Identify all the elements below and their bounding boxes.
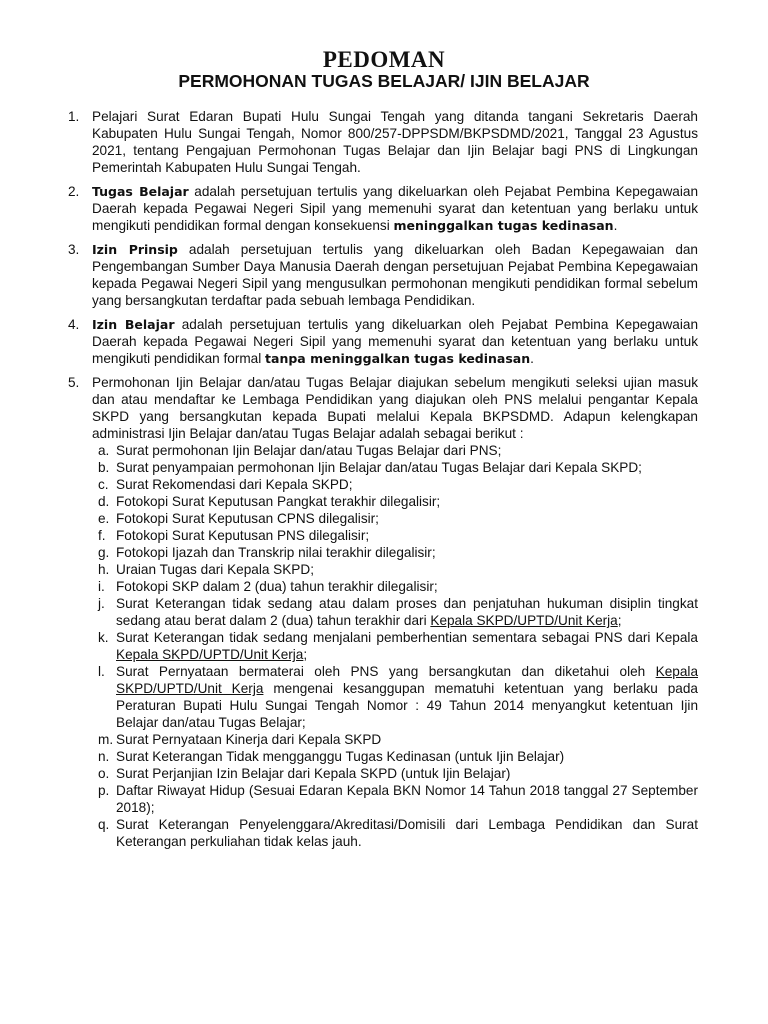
item-text: Izin Prinsip adalah persetujuan tertulis yang dikeluarkan oleh Badan Kepegawaian dan Pengembangan Sumber Daya Manusia Daerah dengan persetujuan Pejabat Pembina Kepegawaian kepada Pegawai Negeri Sipil yang mengusulkan permohonan mengikuti pendidikan formal sebelum yang bersangkutan terdaftar pada sebuah lembaga Pendidikan.	[92, 242, 698, 308]
document-title: PEDOMAN	[322, 47, 446, 72]
item-number: 2.	[68, 184, 80, 199]
item-text: Pelajari Surat Edaran Bupati Hulu Sungai Tengah yang ditanda tangani Sekretaris Daerah Kabupaten Hulu Sungai Tengah, Nomor 800/257-DPPSDM/BKPSDMD/2021, Tanggal 23 Agustus 2021, tentang Pengajuan Permohonan Tugas Belajar dan Ijin Belajar bagi PNS di Lingkungan Pemerintah Kabupaten Hulu Sungai Tengah.	[92, 109, 698, 175]
requirement-text: Surat Perjanjian Izin Belajar dari Kepala SKPD (untuk Ijin Belajar)	[116, 766, 511, 781]
numbered-list	[68, 108, 698, 857]
item-letter: l.	[98, 664, 105, 679]
item-letter: m.	[98, 732, 114, 747]
requirement-text: Surat Keterangan tidak sedang menjalani pemberhentian sementara sebagai PNS dari Kepala Kepala SKPD/UPTD/Unit Kerja;	[116, 630, 698, 662]
requirement-item	[92, 578, 698, 595]
item-letter: n.	[98, 749, 110, 764]
requirement-text: Surat Keterangan Penyelenggara/Akreditasi/Domisili dari Lembaga Pendidikan dan Surat Keterangan perkuliahan tidak kelas jauh.	[116, 817, 698, 849]
item-letter: p.	[98, 783, 110, 798]
requirement-text: Surat Rekomendasi dari Kepala SKPD;	[116, 477, 353, 492]
item-letter: a.	[98, 443, 110, 458]
requirement-text: Surat penyampaian permohonan Ijin Belajar dan/atau Tugas Belajar dari Kepala SKPD;	[116, 460, 642, 475]
requirement-item	[92, 544, 698, 561]
term-bold: Tugas Belajar	[92, 184, 189, 199]
item-text: Izin Belajar adalah persetujuan tertulis yang dikeluarkan oleh Pejabat Pembina Kepegawaian Daerah kepada Pegawai Negeri Sipil yang memenuhi syarat dan ketentuan yang berlaku untuk mengikuti pendidikan formal tanpa meninggalkan tugas kedinasan.	[92, 317, 699, 366]
requirement-text: Surat Keterangan Tidak mengganggu Tugas Kedinasan (untuk Ijin Belajar)	[116, 749, 565, 764]
requirements-list	[92, 442, 698, 850]
requirement-item	[92, 561, 698, 578]
requirement-text: Fotokopi Surat Keputusan CPNS dilegalisir;	[116, 511, 379, 526]
requirement-item	[92, 765, 698, 782]
requirement-text: Fotokopi SKP dalam 2 (dua) tahun terakhir dilegalisir;	[116, 579, 438, 594]
requirement-item	[92, 510, 698, 527]
list-item	[68, 241, 698, 309]
list-item	[68, 183, 698, 234]
requirement-item	[92, 748, 698, 765]
item-number: 1.	[68, 109, 80, 124]
requirement-item	[92, 527, 698, 544]
list-item	[68, 374, 698, 850]
item-letter: o.	[98, 766, 110, 781]
item-letter: d.	[98, 494, 110, 509]
requirement-text: Surat Pernyataan bermaterai oleh PNS yang bersangkutan dan diketahui oleh Kepala SKPD/UPTD/Unit Kerja mengenai kesanggupan mematuhi ketentuan yang berlaku pada Peraturan Bupati Hulu Sungai Tengah Nomor : 49 Tahun 2014 menyangkut ketentuan Ijin Belajar dan/atau Tugas Belajar;	[116, 664, 698, 730]
term-bold: Izin Belajar	[92, 317, 175, 332]
requirement-text: Fotokopi Ijazah dan Transkrip nilai terakhir dilegalisir;	[116, 545, 436, 560]
requirement-item	[92, 493, 698, 510]
requirement-item	[92, 476, 698, 493]
unit-kerja-link[interactable]: Kepala SKPD/UPTD/Unit Kerja	[116, 664, 698, 696]
item-letter: c.	[98, 477, 109, 492]
item-letter: h.	[98, 562, 110, 577]
unit-kerja-link[interactable]: Kepala SKPD/UPTD/Unit Kerja	[430, 613, 618, 628]
emphasis-bold: tanpa meninggalkan tugas kedinasan	[265, 351, 531, 366]
item-letter: i.	[98, 579, 105, 594]
item-letter: g.	[98, 545, 110, 560]
requirement-text: Fotokopi Surat Keputusan Pangkat terakhir dilegalisir;	[116, 494, 441, 509]
item-number: 4.	[68, 317, 80, 332]
unit-kerja-link[interactable]: Kepala SKPD/UPTD/Unit Kerja	[116, 647, 304, 662]
requirement-item	[92, 663, 698, 731]
item-text: Permohonan Ijin Belajar dan/atau Tugas Belajar diajukan sebelum mengikuti seleksi ujian masuk dan atau mendaftar ke Lembaga Pendidikan yang diajukan oleh PNS melalui pengantar Kepala SKPD yang bersangkutan kepada Bupati melalui Kepala BKPSDMD. Adapun kelengkapan administrasi Ijin Belajar dan/atau Tugas Belajar adalah sebagai berikut :	[92, 375, 698, 441]
item-text: Tugas Belajar adalah persetujuan tertulis yang dikeluarkan oleh Pejabat Pembina Kepegawaian Daerah kepada Pegawai Negeri Sipil yang memenuhi syarat dan ketentuan yang berlaku untuk mengikuti pendidikan formal dengan konsekuensi meninggalkan tugas kedinasan.	[92, 184, 699, 233]
requirement-text: Surat Keterangan tidak sedang atau dalam proses dan penjatuhan hukuman disiplin tingkat sedang atau berat dalam 2 (dua) tahun terakhir dari Kepala SKPD/UPTD/Unit Kerja;	[116, 596, 698, 628]
requirement-item	[92, 629, 698, 663]
item-letter: f.	[98, 528, 106, 543]
requirement-item	[92, 782, 698, 816]
item-number: 3.	[68, 242, 80, 257]
item-letter: k.	[98, 630, 109, 645]
item-letter: b.	[98, 460, 110, 475]
requirement-item	[92, 595, 698, 629]
requirement-item	[92, 459, 698, 476]
item-number: 5.	[68, 375, 80, 390]
requirement-text: Surat permohonan Ijin Belajar dan/atau Tugas Belajar dari PNS;	[116, 443, 502, 458]
requirement-text: Uraian Tugas dari Kepala SKPD;	[116, 562, 314, 577]
term-bold: Izin Prinsip	[92, 242, 178, 257]
requirement-item	[92, 816, 698, 850]
list-item	[68, 316, 698, 367]
list-item	[68, 108, 698, 176]
document-subtitle: PERMOHONAN TUGAS BELAJAR/ IJIN BELAJAR	[178, 71, 590, 91]
emphasis-bold: meninggalkan tugas kedinasan	[393, 218, 614, 233]
item-letter: j.	[98, 596, 105, 611]
item-letter: e.	[98, 511, 110, 526]
requirement-text: Surat Pernyataan Kinerja dari Kepala SKPD	[116, 732, 382, 747]
item-letter: q.	[98, 817, 110, 832]
requirement-text: Daftar Riwayat Hidup (Sesuai Edaran Kepala BKN Nomor 14 Tahun 2018 tanggal 27 September 2018);	[116, 783, 698, 815]
requirement-item	[92, 442, 698, 459]
requirement-text: Fotokopi Surat Keputusan PNS dilegalisir;	[116, 528, 370, 543]
requirement-item	[92, 731, 698, 748]
